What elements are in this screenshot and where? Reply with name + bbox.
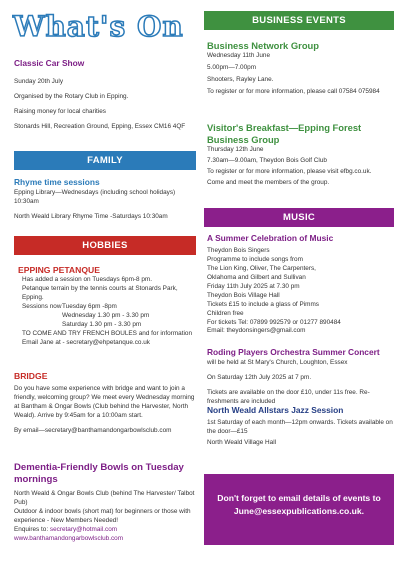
bowls-text-2: Outdoor & indoor bowls (short mat) for beginners or those with experience - New Members Needed!	[14, 507, 191, 524]
roding-section	[207, 347, 393, 407]
breakfast-title: Visitor's Breakfast—Epping Forest Business Group	[207, 122, 362, 146]
network-time: 5.00pm—7.00pm	[207, 64, 257, 72]
network-title: Business Network Group	[207, 40, 320, 51]
roding-text-1: will be held at St Mary's Church, Loughton, Essex	[207, 358, 348, 366]
bowls-enquiries-label: Enquires to:	[14, 525, 50, 533]
car-show-venue: Stonards Hill, Recreation Ground, Epping, Essex CM16 4QF	[14, 122, 186, 130]
business-header: BUSINESS EVENTS	[204, 11, 394, 30]
bowls-email-link[interactable]: secretary@hotmail.com	[49, 525, 118, 533]
summer-line: Theydon Bois Singers	[207, 246, 270, 254]
promo-email[interactable]: June@essexpublications.co.uk.	[233, 506, 365, 517]
breakfast-note: Come and meet the members of the group.	[207, 179, 330, 187]
bridge-text-1: Do you have some experience with bridge and want to join a friendly, welcoming group? We meet every Wednesday morning at Bantham & Ongar Bowls (Club behind the Harvester, North Weald). Arrive by 9:45am for a 10:00am start.	[14, 385, 195, 419]
car-show-organiser: Organised by the Rotary Club in Epping.	[14, 92, 129, 100]
car-show-section	[14, 58, 196, 132]
promo-line-1: Don't forget to email details of events to	[217, 493, 381, 503]
petanque-section	[14, 264, 196, 348]
summer-line: Email: theydonsingers@gmail.com	[207, 327, 306, 335]
bowls-text-1: North Weald & Ongar Bowls Club (behind The Harvester/ Talbot Pub)	[14, 489, 195, 506]
petanque-text-1: Has added a session on Tuesdays 6pm-8 pm.	[22, 276, 153, 284]
petanque-sessions	[14, 303, 196, 312]
petanque-text-3: TO COME AND TRY FRENCH BOULES and for information Email Jane at - secretary@ehpetanque.co.uk	[22, 329, 192, 346]
summer-music-section	[207, 233, 393, 336]
summer-title: A Summer Celebration of Music	[207, 233, 334, 243]
sessions-tuesday: Tuesday 6pm -8pm	[62, 302, 117, 310]
petanque-text-2: Petanque terrain by the tennis courts at Stonards Park, Epping.	[22, 285, 178, 301]
breakfast-date: Thursday 12th June	[207, 146, 264, 154]
summer-line: Children free	[207, 309, 244, 317]
summer-line: Programme to include songs from	[207, 255, 303, 263]
family-section	[14, 177, 196, 222]
roding-text-3: Tickets are available on the door £10, under 11s free. Refreshments are included	[207, 388, 370, 405]
breakfast-contact: To register or for more information, please visit efbg.co.uk.	[207, 168, 372, 176]
summer-line: Oklahoma and Gilbert and Sullivan	[207, 273, 306, 281]
breakfast-section	[207, 122, 393, 188]
summer-line: For tickets Tel: 07899 992579 or 01277 890484	[207, 318, 341, 326]
summer-line: Friday 11th July 2025 at 7.30 pm	[207, 282, 300, 290]
roding-text-2: On Saturday 12th July 2025 at 7 pm.	[207, 373, 312, 381]
car-show-title: Classic Car Show	[14, 58, 85, 68]
jazz-section	[207, 405, 393, 448]
network-contact: To register or for more information, please call 07584 075984	[207, 88, 380, 96]
jazz-text-2: North Weald Village Hall	[207, 438, 277, 446]
breakfast-time: 7.30am—9.00am, Theydon Bois Golf Club	[207, 157, 327, 165]
network-date: Wednesday 11th June	[207, 52, 271, 60]
rhyme-title: Rhyme time sessions	[14, 177, 100, 187]
summer-line: The Lion King, Oliver, The Carpenters,	[207, 264, 316, 272]
car-show-date: Sunday 20th July	[14, 77, 64, 85]
bowls-website-link[interactable]: www.banthamandongarbowlsclub.com	[14, 534, 124, 542]
summer-line: Theydon Bois Village Hall	[207, 291, 280, 299]
business-network-section	[207, 39, 393, 97]
rhyme-text: Epping Library—Wednesdays (including school holidays) 10:30am	[14, 188, 176, 205]
summer-line: Tickets £15 to include a glass of Pimms	[207, 300, 320, 308]
sessions-wednesday: Wednesday 1.30 pm - 3.30 pm	[62, 311, 150, 319]
bridge-text-2: By email—secretary@banthamandongarbowlsclub.com	[14, 426, 172, 434]
hobbies-header: HOBBIES	[14, 236, 196, 255]
family-header: FAMILY	[14, 151, 196, 170]
rhyme-text-2: North Weald Library Rhyme Time -Saturdays 10:30am	[14, 212, 168, 220]
roding-title: Roding Players Orchestra Summer Concert	[207, 347, 380, 357]
sessions-saturday: Saturday 1.30 pm - 3.30 pm	[62, 320, 142, 328]
email-promo-banner	[204, 474, 394, 545]
network-venue: Shooters, Rayley Lane.	[207, 76, 274, 84]
bridge-section	[14, 370, 196, 436]
bowls-enquiries	[14, 526, 196, 535]
bowls-section	[14, 462, 196, 544]
jazz-title: North Weald Allstars Jazz Session	[207, 405, 344, 415]
music-header: MUSIC	[204, 208, 394, 227]
sessions-label: Sessions now	[22, 302, 62, 310]
petanque-title: EPPING PETANQUE	[18, 265, 100, 275]
car-show-cause: Raising money for local charities	[14, 107, 106, 115]
bridge-title: BRIDGE	[14, 371, 48, 381]
bowls-title: Dementia-Friendly Bowls on Tuesday mornings	[14, 462, 184, 486]
jazz-text-1: 1st Saturday of each month—12pm onwards. Tickets available on the door—£15	[207, 418, 393, 435]
page-title: What's On	[13, 10, 184, 43]
